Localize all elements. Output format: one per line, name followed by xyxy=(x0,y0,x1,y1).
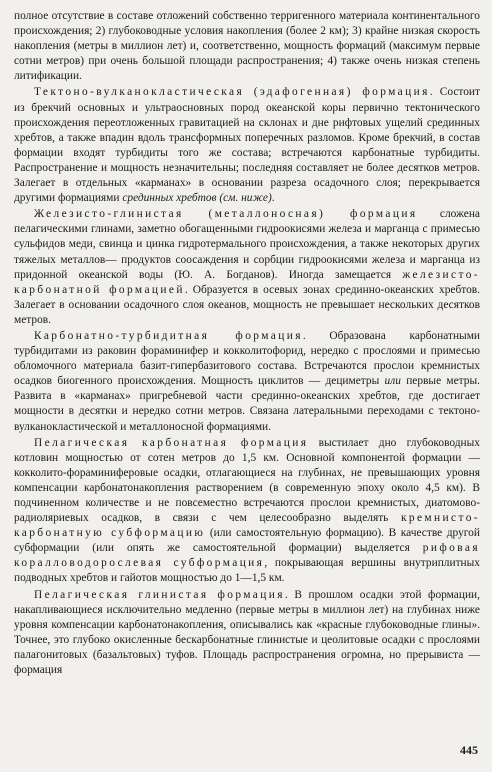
term-spaced: Карбонатно-турбидитная формация xyxy=(34,329,303,342)
paragraph xyxy=(14,588,480,679)
text-run: полное отсутствие в составе отложений собственно терригенного материала континентального происхождения; 2) глубоководные условия накопления (более 2 км); 3) крайне низкая скорость накопления (метры в миллион лет) и, соответственно, мощность формаций (максимум первые сотни метров) при очень большой площади распространения; 4) также очень низкая степень литификации. xyxy=(14,10,480,83)
emphasis-italic: срединных хребтов (см. ниже) xyxy=(122,192,272,205)
term-spaced: Железисто-глинистая (металлоносная) формация xyxy=(34,208,418,221)
text-run: . В прошлом осадки этой формации, накапливающиеся исключительно медленно (первые метры в миллион лет) на глубинах ниже уровня компенсации карбонатонакопления, описывались как «красные глубоководные глины». Точнее, это глубоко окисленные бескарбонатные глинистые и цеолитовые осадки с прослоями палагонитовых (базальтовых) туфов. Площадь распространения огромна, но прерывиста — формация xyxy=(14,588,480,677)
term-spaced: Пелагическая карбонатная формация xyxy=(34,436,309,449)
term-spaced: кремнисто-карбонатную субформацию xyxy=(14,512,480,540)
text-run: . Состоит из брекчий основных и ультраосновных пород океанской коры первично тектонического происхождения переотложенных гравитацией на склонах и дне рифтовых ущелий срединных хребтов, а также впадин вдоль трансформных поперечных разломов. Кроме брекчий, в состав формации входят турбидиты того же состава; встречаются карбонатные турбидиты. Распространение и мощность незначительны; последняя составляет не более десятков метров. Залегает в отдельных «карманах» в основании разреза осадочного слоя; перекрывается другими формациями xyxy=(14,86,480,205)
page-number: 445 xyxy=(460,743,478,757)
text-run: . Образована карбонатными турбидитами из раковин фораминифер и кокколитофорид, нередко с прослоями и примесью обломочного материала базит-гипербазитового состава. Встречаются прослои кремнистых осадков биогенного происхождения. Мощность циклитов — дециметры xyxy=(14,329,480,388)
text-run: . Образуется в осевых зонах срединно-океанских хребтов. Залегает в основании осадочного слоя океанов, мощность не превышает нескольких десятков метров. xyxy=(14,283,480,326)
paragraph xyxy=(14,329,480,435)
text-run: первые метры. Развита в «карманах» пригребневой части срединно-океанских хребтов, где достигает мощности в десятки и нередко сотни метров. Связана латеральными переходами с тектоно-вулканокластической и металлоносной формациями. xyxy=(14,375,480,433)
emphasis-italic: или xyxy=(384,375,401,388)
text-run: сложена пелагическими глинами, заметно обогащенными гидроокисями железа и марганца с примесью сульфидов меди, свинца и цинка гидротермального происхождения, а также некоторых других тяжелых металлов— продуктов соосаждения и сорбции гидроокисями железа и марганца из придонной океанской воды (Ю. А. Богданов). Иногда замещается xyxy=(14,208,480,281)
term-spaced: рифовая коралловодорослевая субформация xyxy=(14,542,480,570)
paragraph xyxy=(14,436,480,587)
paragraph xyxy=(14,207,480,328)
text-run: . xyxy=(271,192,275,205)
term-spaced: железисто-карбонатной формацией xyxy=(14,268,480,296)
text-run: выстилает дно глубоководных котловин мощностью от сотен метров до 1,5 км. Основной компонентой формации — кокколито-фораминиферовые осадки, отлагающиеся на глубинах, не превышающих уровня компенсации карбонатонакопления растворением (в современную эпоху около 4,5 км). В подчиненном количестве и не повсеместно встречаются прослои кремнистых, диатомово-радиоляриевых осадков, в связи с чем целесообразно выделять xyxy=(14,436,480,525)
page-body xyxy=(14,9,480,678)
term-spaced: Тектоно-вулканокластическая (эдафогенная) формация xyxy=(34,86,430,99)
text-run: (или самостоятельную формацию). В качестве другой субформации (или опять же самостоятельной формации) выделяется xyxy=(14,527,480,555)
paragraph xyxy=(14,9,480,84)
text-run: , покрывающая вершины внутриплитных подводных хребтов и гайотов мощностью до 1—1,5 км. xyxy=(14,557,480,585)
paragraph xyxy=(14,85,480,206)
term-spaced: Пелагическая глинистая формация xyxy=(34,588,285,601)
